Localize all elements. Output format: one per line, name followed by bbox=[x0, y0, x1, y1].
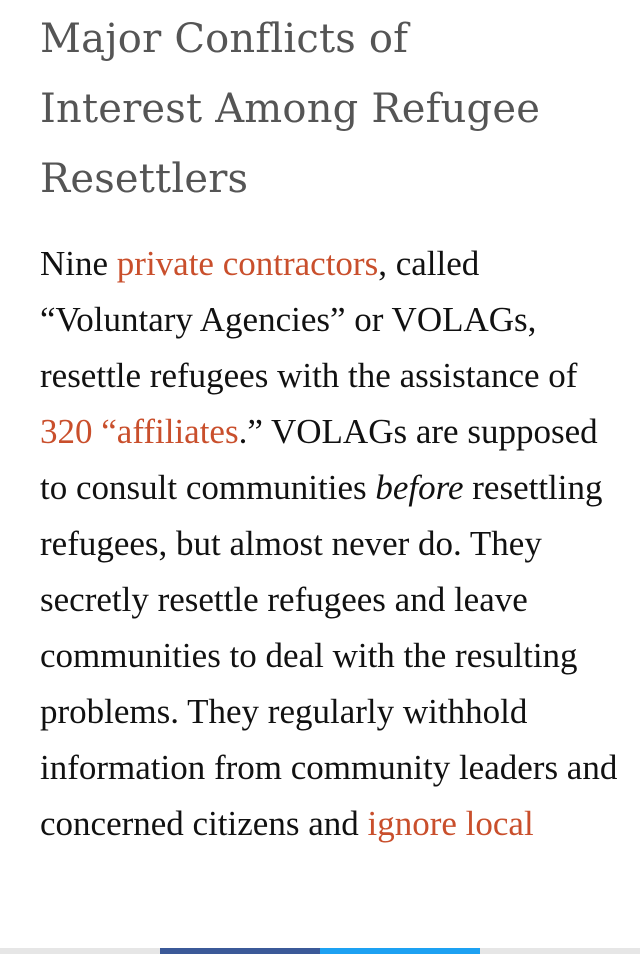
heading-line-2: Interest Among Refugee bbox=[40, 86, 541, 132]
share-bar-segment-1[interactable] bbox=[0, 948, 160, 954]
heading-line-1: Major Conflicts of bbox=[40, 16, 409, 62]
share-bar-segment-twitter[interactable] bbox=[320, 948, 480, 954]
ignore-local-link[interactable]: ignore local bbox=[367, 804, 534, 843]
article bbox=[40, 0, 620, 852]
private-contractors-link[interactable]: private contractors bbox=[116, 244, 379, 283]
article-heading bbox=[40, 0, 620, 214]
share-bar bbox=[0, 948, 640, 954]
share-bar-segment-facebook[interactable] bbox=[160, 948, 320, 954]
heading-line-3: Resettlers bbox=[40, 156, 249, 202]
paragraph-text-after-link-2: .” VOLAGs are supposed to consult communities bbox=[40, 412, 598, 507]
emphasis-before: before bbox=[375, 468, 464, 507]
paragraph-text-after-emphasis: resettling refugees, but almost never do. They secretly resettle refugees and leave communities to deal with the resulting problems. They regularly withhold information from community leaders and concerned citizens and bbox=[40, 468, 618, 843]
article-paragraph bbox=[40, 236, 620, 852]
paragraph-text-start: Nine bbox=[40, 244, 117, 283]
share-bar-segment-4[interactable] bbox=[480, 948, 640, 954]
paragraph-text-after-link-1: , called “Voluntary Agencies” or VOLAGs, resettle refugees with the assistance of bbox=[40, 244, 578, 395]
affiliates-link[interactable]: 320 “affiliates bbox=[40, 412, 239, 451]
